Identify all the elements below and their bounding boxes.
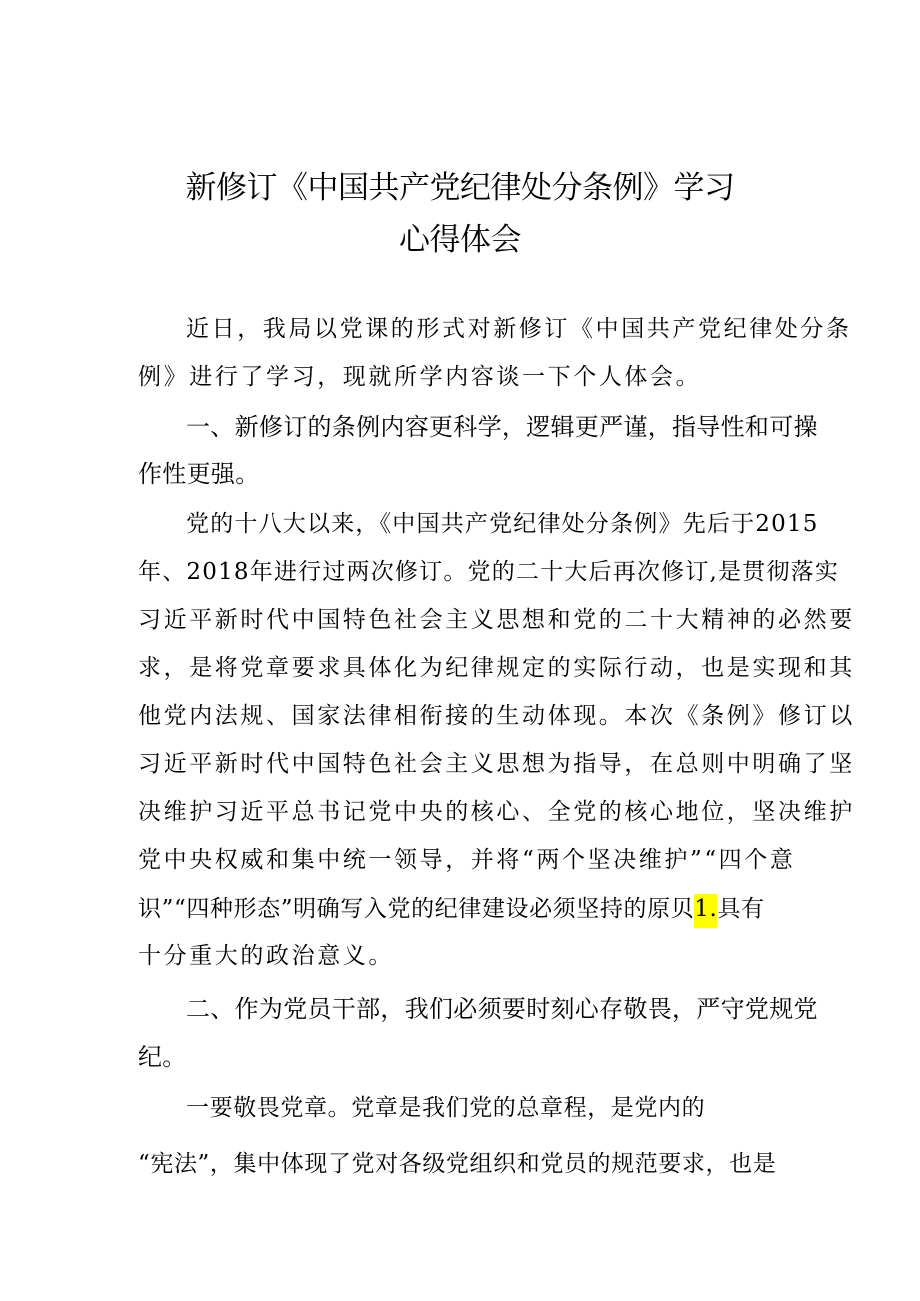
section-2-paragraph-line-1: 一要敬畏党章。党章是我们党的总章程，是党内的 [186, 1095, 706, 1121]
line-9-text-before: 识”“四种形态”明确写入党的纪律建设必须坚持的原贝 [138, 896, 695, 922]
section-1-heading-line-1: 一、新修订的条例内容更科学，逻辑更严谨，指导性和可操 [186, 413, 818, 441]
section-1-paragraph-line: 习近平新时代中国特色社会主义思想和党的二十大精神的必然要 [138, 607, 855, 633]
document-title-line-1: 新修订《中国共产党纪律处分条例》学习 [185, 170, 735, 206]
section-1-heading-line-2: 作性更强。 [138, 460, 260, 488]
section-1-paragraph-line: 年、2018年进行过两次修订。党的二十大后再次修订,是贯彻落实 [138, 559, 840, 585]
section-1-paragraph-line-10: 十分重大的政治意义。 [138, 943, 394, 969]
section-1-paragraph-line: 党的十八大以来，《中国共产党纪律处分条例》先后于2015 [186, 511, 819, 537]
section-1-paragraph-line: 决维护习近平总书记党中央的核心、全党的核心地位，坚决维护 [138, 799, 855, 825]
section-2-paragraph-line-2: “宪法”，集中体现了党对各级党组织和党员的规范要求，也是 [138, 1151, 777, 1177]
highlighted-text: 1. [694, 894, 717, 928]
section-2-heading-line-2: 纪。 [138, 1043, 187, 1071]
section-2-heading-line-1: 二、作为党员干部，我们必须要时刻心存敬畏，严守党规党 [186, 995, 818, 1023]
section-1-paragraph-line: 习近平新时代中国特色社会主义思想为指导，在总则中明确了坚 [138, 751, 855, 777]
section-1-paragraph-line: 他党内法规、国家法律相衔接的生动体现。本次《条例》修订以 [138, 703, 855, 729]
line-9-text-after: 具有 [717, 896, 765, 922]
section-1-paragraph-line: 党中央权威和集中统一领导，并将“两个坚决维护”“四个意 [138, 847, 796, 873]
section-1-paragraph-line-9 [138, 898, 765, 921]
intro-line-2: 例》进行了学习，现就所学内容谈一下个人体会。 [138, 364, 702, 390]
section-1-paragraph-line: 求，是将党章要求具体化为纪律规定的实际行动，也是实现和其 [138, 655, 855, 681]
document-title-line-2: 心得体会 [399, 222, 521, 258]
intro-line-1: 近日，我局以党课的形式对新修订《中国共产党纪律处分条 [186, 316, 852, 342]
